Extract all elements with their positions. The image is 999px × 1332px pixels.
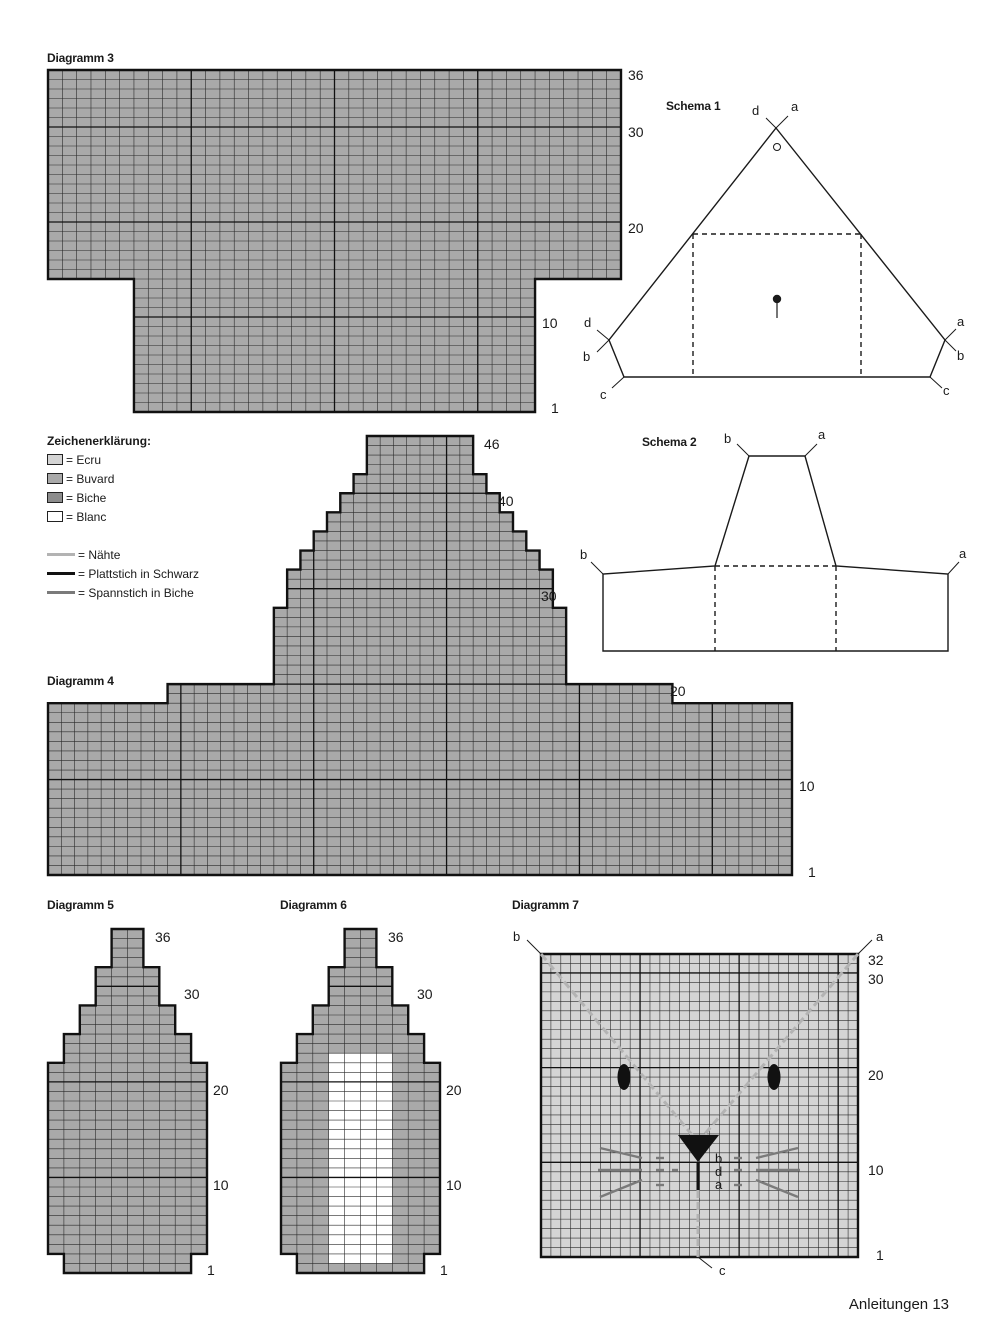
schema-2-label-a-right: a — [959, 546, 967, 561]
legend-label-ecru: = Ecru — [66, 453, 102, 467]
schema-1-label-b-left: b — [583, 349, 591, 364]
diagram-7-eye-left — [618, 1064, 631, 1090]
diagram-5-row-20: 20 — [213, 1082, 229, 1098]
diagram-7-mid-label-d: d — [715, 1164, 723, 1179]
diagram-3-grid — [48, 70, 621, 412]
legend-item-plattstich — [47, 567, 199, 581]
schema-1-title: Schema 1 — [666, 99, 721, 113]
diagram-3-row-36: 36 — [628, 67, 644, 83]
schema-1-tick-b-left — [597, 340, 609, 352]
schema-1-outline — [609, 128, 945, 377]
legend-item-biche — [47, 491, 106, 505]
diagram-5-row-36: 36 — [155, 929, 171, 945]
legend-item-naehte — [47, 548, 120, 562]
footer-section: Anleitungen — [848, 1296, 929, 1313]
diagram-7-row-20: 20 — [868, 1067, 884, 1083]
diagram-3-row-20: 20 — [628, 220, 644, 236]
schema-1-label-c-right: c — [943, 383, 950, 398]
diagram-3-title: Diagramm 3 — [47, 51, 114, 65]
schema-2-tick-a-right — [948, 562, 959, 574]
legend-label-naehte: = Nähte — [78, 548, 121, 562]
diagram-3-row-10: 10 — [542, 315, 558, 331]
diagram-5-row-1: 1 — [207, 1262, 215, 1278]
schema-2-drawing — [591, 444, 959, 651]
diagram-4-grid — [48, 436, 792, 875]
schema-2-tick-b-left — [591, 562, 603, 574]
diagram-4-row-30: 30 — [541, 588, 557, 604]
legend-item-spannstich — [47, 586, 194, 600]
legend-swatch-ecru — [47, 454, 63, 465]
diagram-4-row-46: 46 — [484, 436, 500, 452]
diagram-3-row-1: 1 — [551, 400, 559, 416]
diagram-5-row-10: 10 — [213, 1177, 229, 1193]
diagram-6-row-10: 10 — [446, 1177, 462, 1193]
schema-1-label-a-right: a — [957, 314, 965, 329]
diagram-4-title: Diagramm 4 — [47, 674, 114, 688]
schema-1-tick-c-left — [612, 377, 624, 388]
legend-title: Zeichenerklärung: — [47, 434, 152, 448]
legend-label-spannstich: = Spannstich in Biche — [78, 586, 194, 600]
legend-label-buvard: = Buvard — [66, 472, 115, 486]
schema-1-open-marker — [774, 144, 781, 151]
schema-2-title: Schema 2 — [642, 435, 697, 449]
diagram-7-mid-label-b: b — [715, 1151, 723, 1166]
schema-1-label-b-right: b — [957, 348, 965, 363]
schema-2-outline — [603, 456, 948, 651]
legend-swatch-biche — [47, 492, 63, 503]
schema-1-tick-a-right — [945, 329, 956, 340]
diagram-7-label-b: b — [513, 929, 521, 944]
schema-1-label-c-left: c — [600, 387, 607, 402]
diagram-3-row-30: 30 — [628, 124, 644, 140]
diagram-5-grid — [48, 929, 207, 1273]
schema-1-label-d-left: d — [584, 315, 592, 330]
diagram-6-row-20: 20 — [446, 1082, 462, 1098]
diagram-7-row-32: 32 — [868, 952, 884, 968]
schema-2-label-a-top: a — [818, 427, 826, 442]
legend-item-ecru — [47, 453, 101, 467]
schema-1-tick-d-top — [766, 118, 776, 128]
diagram-4-row-40: 40 — [498, 493, 514, 509]
page-footer — [849, 1296, 949, 1313]
diagram-7-mid-label-a: a — [715, 1177, 723, 1192]
legend-line-plattstich — [47, 572, 75, 575]
diagram-7-grid — [541, 954, 858, 1257]
legend-label-biche: = Biche — [66, 491, 107, 505]
diagram-7-label-c: c — [719, 1263, 726, 1278]
diagram-6-row-36: 36 — [388, 929, 404, 945]
legend-line-spannstich — [47, 591, 75, 594]
diagram-7-label-a: a — [876, 929, 884, 944]
diagram-4-row-10: 10 — [799, 778, 815, 794]
schema-1-tick-c-right — [930, 377, 942, 388]
diagram-6-row-30: 30 — [417, 986, 433, 1002]
schema-2-tick-b-top — [737, 444, 749, 456]
diagram-7-tick-c — [698, 1257, 712, 1268]
diagram-5-row-30: 30 — [184, 986, 200, 1002]
diagram-5-title: Diagramm 5 — [47, 898, 114, 912]
diagram-6-row-1: 1 — [440, 1262, 448, 1278]
schema-1-tick-d-left — [597, 330, 609, 340]
diagram-6-title: Diagramm 6 — [280, 898, 347, 912]
legend-label-plattstich: = Plattstich in Schwarz — [78, 567, 200, 581]
diagram-4-row-1: 1 — [808, 864, 816, 880]
schema-1-drawing — [597, 116, 956, 388]
legend-label-blanc: = Blanc — [66, 510, 107, 524]
diagram-4-row-20: 20 — [670, 683, 686, 699]
diagram-7-row-30: 30 — [868, 971, 884, 987]
schema-1-label-a-top: a — [791, 99, 799, 114]
legend-item-buvard — [47, 472, 114, 486]
schema-1-tick-a-top — [776, 116, 788, 128]
schema-1-tick-b-right — [945, 340, 956, 351]
schema-2-label-b-left: b — [580, 547, 588, 562]
legend-item-blanc — [47, 510, 106, 524]
footer-page-number: 13 — [932, 1296, 949, 1313]
schema-2-label-b-top: b — [724, 431, 732, 446]
legend-line-naehte — [47, 553, 75, 556]
schema-1-filled-marker — [774, 296, 781, 303]
diagram-7-eye-right — [768, 1064, 781, 1090]
schema-2-tick-a-top — [805, 444, 817, 456]
diagram-6-grid — [281, 929, 440, 1273]
diagram-7-row-10: 10 — [868, 1162, 884, 1178]
diagram-7-row-1: 1 — [876, 1247, 884, 1263]
schema-1-label-d-top: d — [752, 103, 760, 118]
legend-swatch-buvard — [47, 473, 63, 484]
legend-swatch-blanc — [47, 511, 63, 522]
diagram-7-title: Diagramm 7 — [512, 898, 579, 912]
diagram-7-tick-b — [527, 940, 541, 954]
